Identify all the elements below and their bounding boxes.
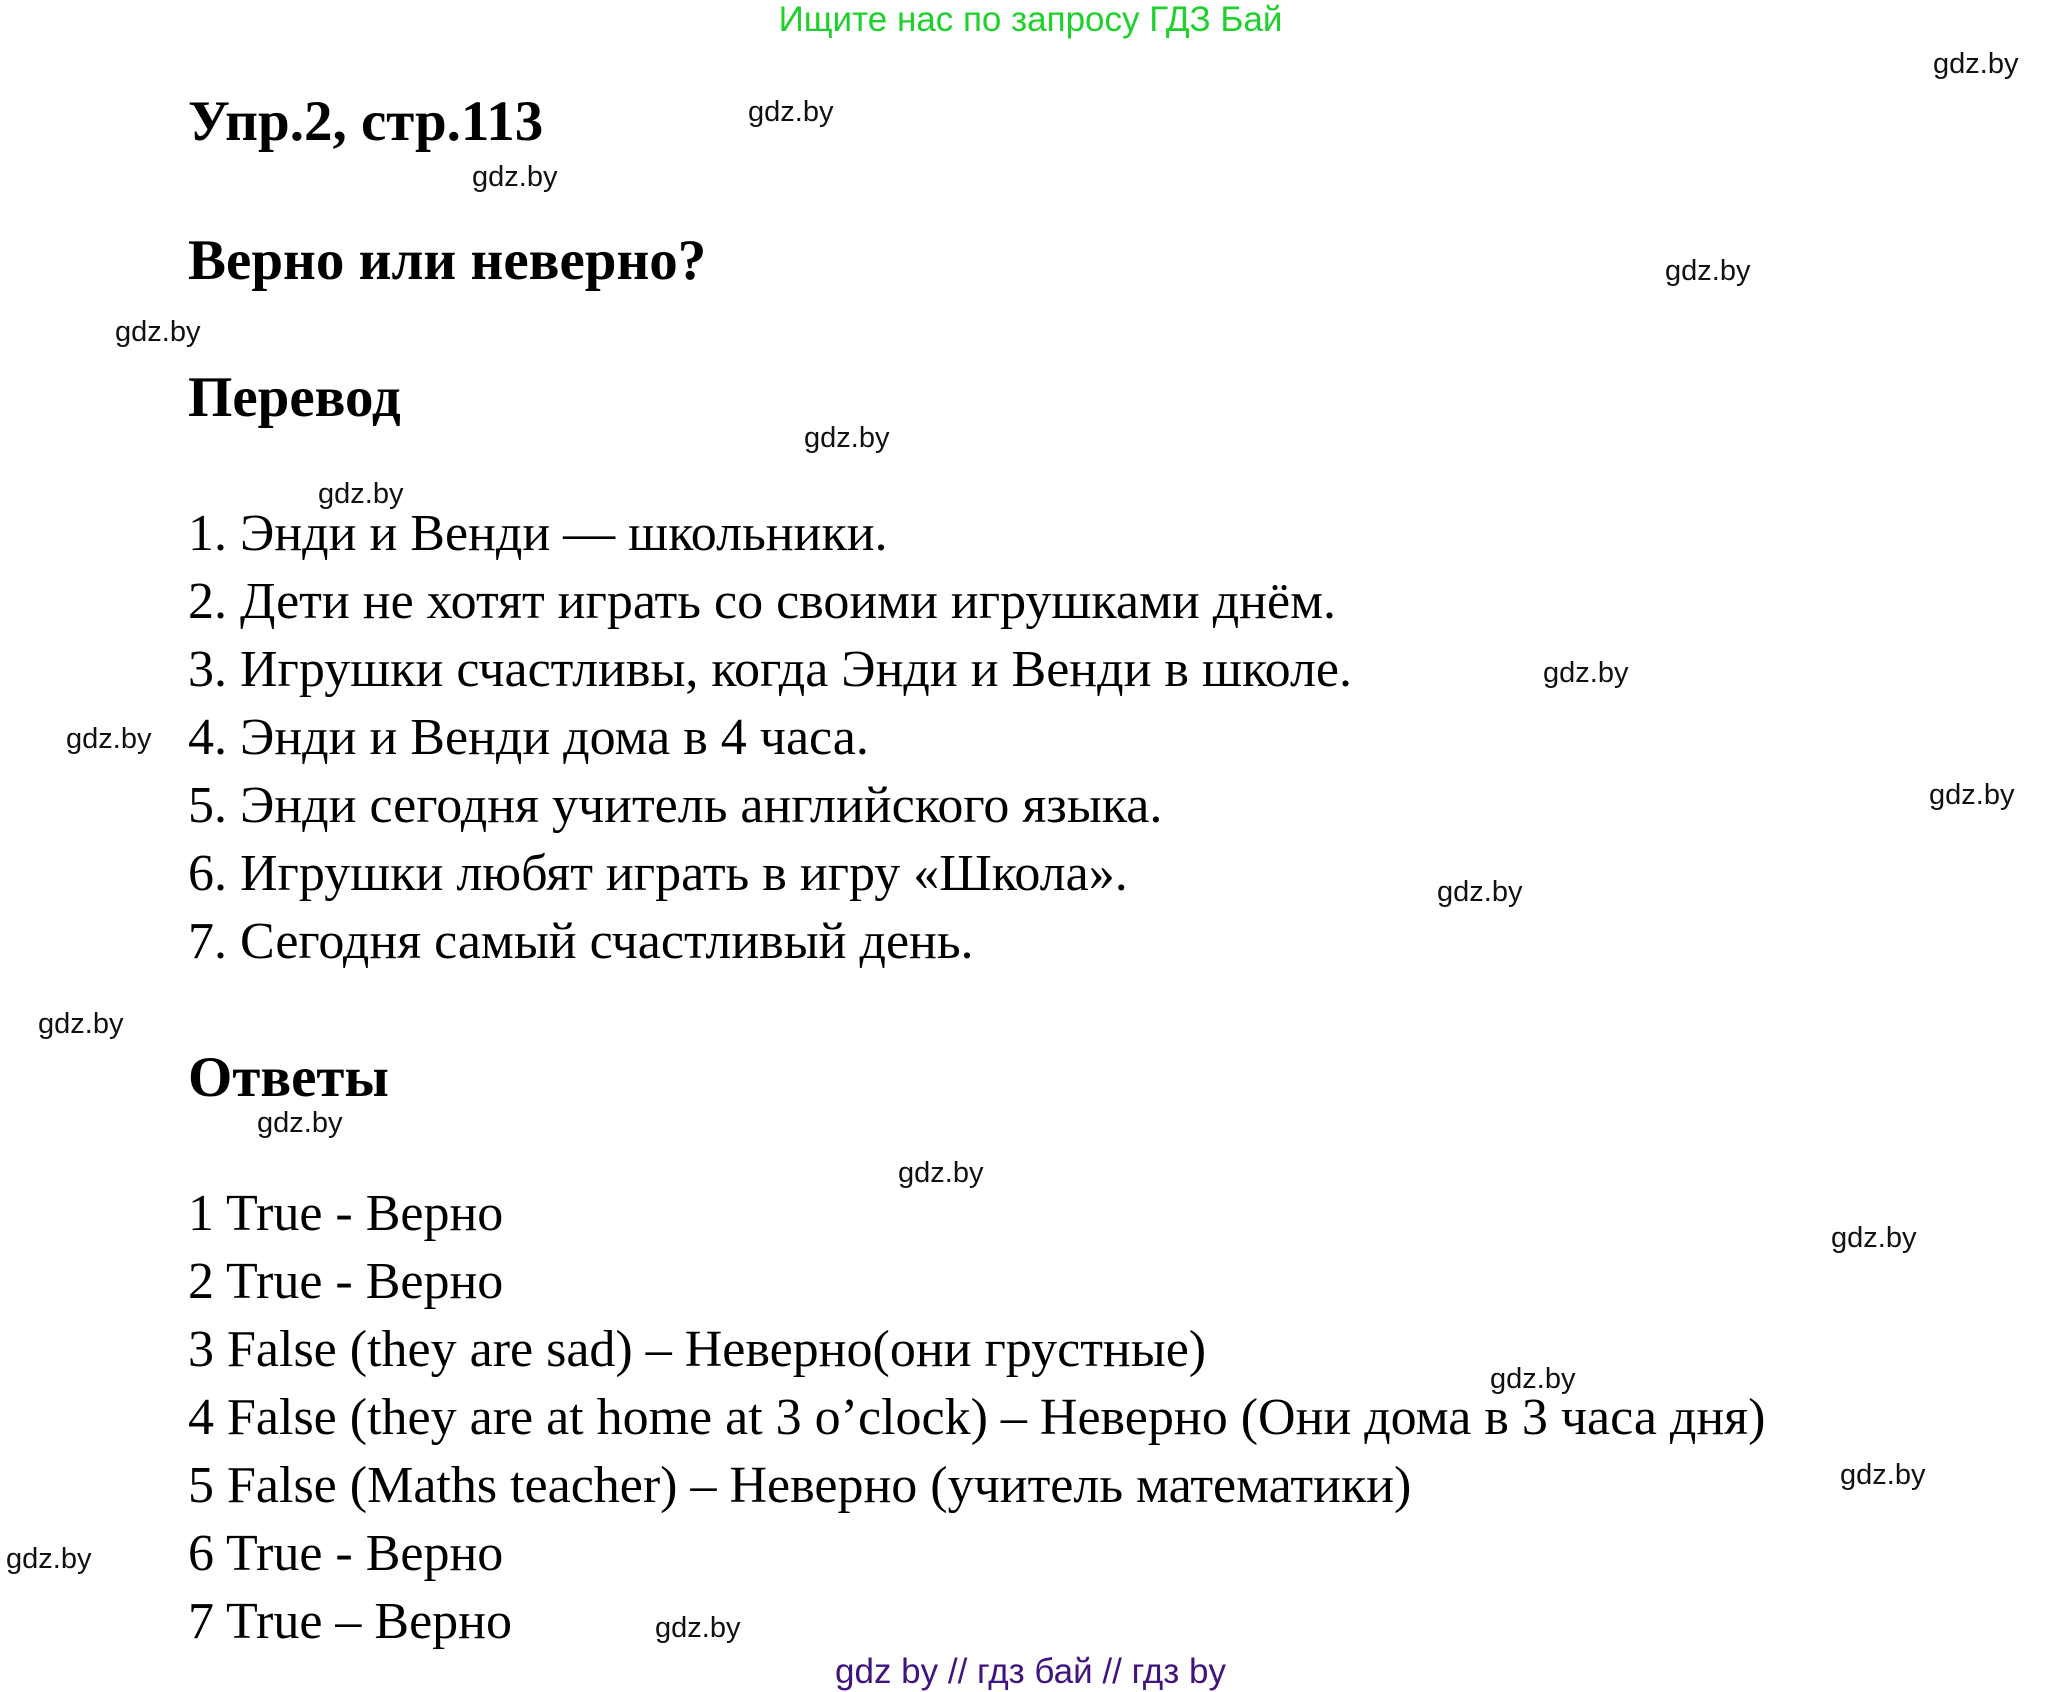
watermark: gdz.by: [804, 422, 890, 454]
answers-list: [188, 1180, 1765, 1656]
answer-item: 5 False (Maths teacher) – Неверно (учитель математики): [188, 1457, 1412, 1514]
translation-item: 4. Энди и Венди дома в 4 часа.: [188, 709, 869, 766]
watermark: gdz.by: [472, 161, 558, 193]
watermark: gdz.by: [748, 96, 834, 128]
translation-item: 6. Игрушки любят играть в игру «Школа».: [188, 845, 1128, 902]
watermark: gdz.by: [1543, 657, 1629, 689]
translation-item: 1. Энди и Венди — школьники.: [188, 505, 888, 562]
watermark: gdz.by: [6, 1543, 92, 1575]
page-title: Упр.2, стр.113: [188, 90, 544, 153]
answer-item: 7 True – Верно: [188, 1593, 512, 1650]
translation-item: 5. Энди сегодня учитель английского языка.: [188, 777, 1163, 834]
watermark: gdz.by: [318, 478, 404, 510]
answer-item: 3 False (they are sad) – Неверно(они грустные): [188, 1321, 1207, 1378]
question-heading: Верно или неверно?: [188, 229, 707, 292]
watermark: gdz.by: [1437, 876, 1523, 908]
answers-heading: Ответы: [188, 1046, 389, 1109]
watermark: gdz.by: [1490, 1363, 1576, 1395]
watermark: gdz.by: [1929, 779, 2015, 811]
answer-item: 2 True - Верно: [188, 1253, 504, 1310]
promo-banner-top: Ищите нас по запросу ГДЗ Бай: [778, 0, 1283, 39]
watermark: gdz.by: [1831, 1222, 1917, 1254]
translation-item: 3. Игрушки счастливы, когда Энди и Венди в школе.: [188, 641, 1352, 698]
answer-item: 1 True - Верно: [188, 1185, 504, 1242]
translation-heading: Перевод: [188, 366, 401, 429]
translation-list: [188, 500, 1352, 976]
watermark: gdz.by: [1665, 255, 1751, 287]
watermark: gdz.by: [115, 316, 201, 348]
watermark: gdz.by: [257, 1107, 343, 1139]
answer-item: 6 True - Верно: [188, 1525, 504, 1582]
watermark: gdz.by: [898, 1157, 984, 1189]
translation-item: 7. Сегодня самый счастливый день.: [188, 913, 974, 970]
watermark: gdz.by: [66, 723, 152, 755]
promo-banner-bottom: gdz by // гдз бай // гдз by: [835, 1652, 1226, 1691]
translation-item: 2. Дети не хотят играть со своими игрушками днём.: [188, 573, 1336, 630]
watermark: gdz.by: [1933, 48, 2019, 80]
watermark: gdz.by: [38, 1008, 124, 1040]
answer-item: 4 False (they are at home at 3 o’clock) – Неверно (Они дома в 3 часа дня): [188, 1389, 1766, 1446]
watermark: gdz.by: [1840, 1459, 1926, 1491]
watermark: gdz.by: [655, 1612, 741, 1644]
